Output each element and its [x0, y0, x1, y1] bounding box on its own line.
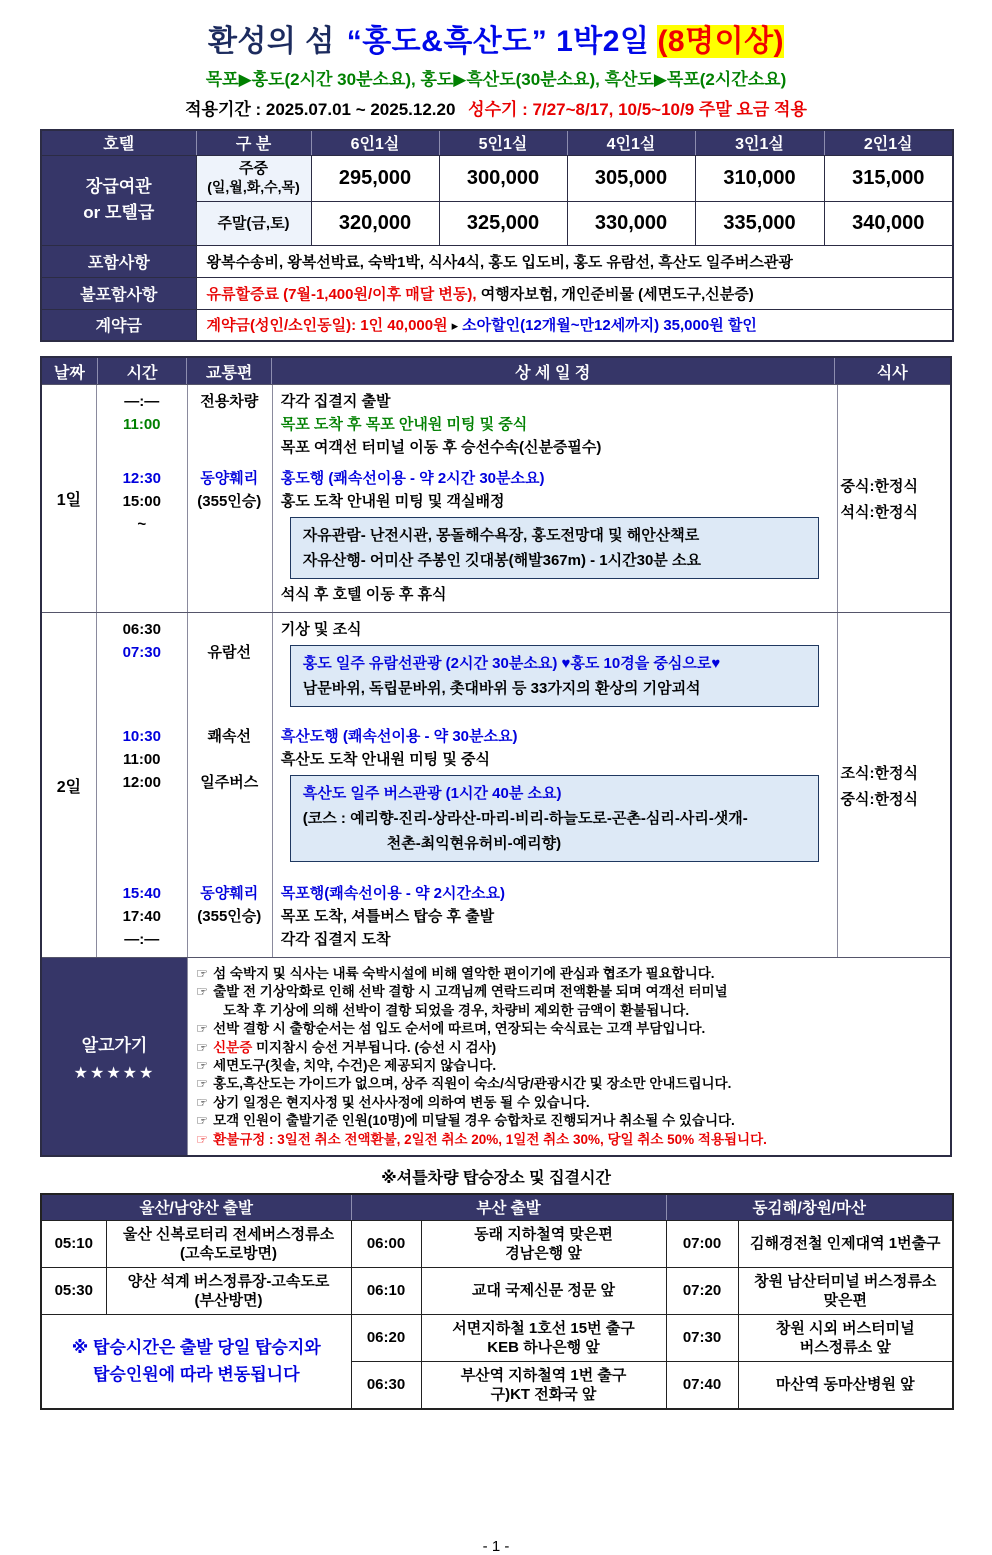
meal: 석식:한정식 [840, 504, 918, 521]
detail: 흑산도행 (쾌속선이용 - 약 30분소요) [280, 728, 518, 745]
excluded-label: 불포함사항 [41, 277, 196, 309]
price-cell: 305,000 [567, 155, 695, 201]
col-header-details: 상 세 일 정 [271, 358, 834, 384]
shuttle-table [40, 1193, 954, 1410]
time: 11:00 [122, 416, 161, 433]
boarding-time-note: ※ 탑승시간은 출발 당일 탑승지와 탑승인원에 따라 변동됩니다 [41, 1314, 351, 1409]
pointing-hand-icon: ☞ [196, 1021, 209, 1037]
transport: (355인승) [197, 908, 262, 925]
note-line: ☞ 홍도,흑산도는 가이드가 없으며, 상주 직원이 숙소/식당/관광시간 및 장소만 안내드립니다. [196, 1076, 732, 1092]
page-title [0, 16, 992, 60]
pickup-time: 06:00 [351, 1220, 421, 1267]
pickup-time: 07:20 [666, 1267, 738, 1314]
group-header-ulsan: 울산/남양산 출발 [41, 1194, 351, 1220]
page-number: - 1 - [482, 1537, 510, 1555]
price-cell: 315,000 [824, 155, 953, 201]
col-header-2pax: 2인1실 [824, 130, 953, 155]
hotel-grade-cell [41, 155, 196, 245]
pointing-hand-icon: ☞ [196, 1094, 209, 1110]
schedule-line [97, 583, 834, 606]
shuttle-section-title: ※셔틀차량 탑승장소 및 집결시간 [381, 1170, 611, 1188]
group-header-busan: 부산 출발 [351, 1194, 666, 1220]
detail: 석식 후 호텔 이동 후 휴식 [280, 586, 447, 603]
price-cell: 325,000 [439, 201, 567, 245]
pointing-hand-icon: ☞ [196, 966, 209, 981]
box-line: 자유산행- 어미산 주봉인 깃대봉(해발367m) - 1시간30분 소요 [302, 552, 701, 569]
notes-label: 알고가기 [81, 1035, 148, 1055]
pickup-time: 07:30 [666, 1314, 738, 1361]
deposit-text [196, 309, 953, 341]
note-line: ☞ 출발 전 기상악화로 인해 선박 결항 시 고객님께 연락드리며 전액환불 되며 여객선 터미널 [196, 984, 728, 1000]
transport: 동양훼리 [200, 885, 259, 902]
pickup-place: 마산역 동마산병원 앞 [738, 1361, 953, 1409]
title-prefix: 환성의 섬 [207, 25, 335, 58]
detail [272, 513, 834, 583]
detail [272, 771, 834, 866]
excluded-fuel-surcharge: 유류할증료 (7월-1,400원/이후 매달 변동), [206, 285, 477, 303]
divider [187, 613, 188, 957]
shuttle-header-row [41, 1194, 953, 1220]
hotel-grade-line1: 장급여관 [85, 177, 152, 196]
detail: 각각 집결지 출발 [280, 393, 391, 410]
divider [837, 385, 838, 612]
divider [187, 385, 188, 612]
schedule-line [97, 490, 834, 513]
price-cell: 295,000 [311, 155, 439, 201]
group-header-gimhae: 동김해/창원/마산 [666, 1194, 953, 1220]
note-line: ☞ 선박 결항 시 출항순서는 섬 입도 순서에 따르며, 연장되는 숙식료는 고객 부담입니다. [196, 1021, 706, 1037]
box-line: (코스 : 예리향-진리-상라산-마리-비리-하늘도로-곤촌-심리-사리-샛개- [302, 810, 748, 827]
weekday-label-cell [196, 155, 311, 201]
meal: 조식:한정식 [840, 764, 918, 782]
pointing-hand-icon: ☞ [196, 1076, 209, 1092]
time: 12:00 [122, 774, 161, 791]
shuttle-row [41, 1267, 953, 1314]
pointing-hand-icon: ☞ [196, 1131, 209, 1147]
included-text: 왕복수송비, 왕복선박료, 숙박1박, 식사4식, 홍도 입도비, 홍도 유람선, 흑산도 일주버스관광 [196, 245, 953, 277]
excluded-row [41, 277, 953, 309]
schedule-line [97, 413, 834, 436]
itinerary-table [40, 356, 952, 1157]
schedule-line [97, 771, 834, 866]
time: 11:00 [122, 751, 161, 768]
detail [272, 641, 834, 711]
free-tour-box [290, 517, 820, 579]
col-header-hotel: 호텔 [41, 130, 196, 155]
detail: 홍도 도착 안내원 미팅 및 객실배정 [280, 493, 505, 510]
note-line-refund-policy: ☞ 환불규정 : 3일전 취소 전액환불, 2일전 취소 20%, 1일전 취소 30%, 당일 취소 50% 적용됩니다. [196, 1131, 767, 1147]
price-table [40, 129, 954, 342]
col-header-meals: 식사 [834, 358, 950, 384]
time: 15:40 [122, 885, 161, 902]
shuttle-row [41, 1220, 953, 1267]
notes-label-cell [42, 958, 187, 1155]
col-header-transport: 교통편 [186, 358, 271, 384]
schedule-line [97, 513, 834, 583]
weekend-label-cell: 주말(금,토) [196, 201, 311, 245]
box-line: 남문바위, 독립문바위, 촛대바위 등 33가지의 환상의 기암괴석 [302, 680, 701, 697]
meal: 중식:한정식 [840, 790, 918, 808]
included-label: 포함사항 [41, 245, 196, 277]
schedule-line [97, 390, 834, 413]
detail: 홍도행 (쾌속선이용 - 약 2시간 30분소요) [280, 470, 545, 487]
detail: 목포행(쾌속선이용 - 약 2시간소요) [280, 885, 505, 902]
detail: 기상 및 조식 [280, 621, 362, 638]
deposit-amount: 계약금(성인/소인동일): 1인 40,000원 [206, 317, 448, 335]
transport: (355인승) [197, 493, 262, 510]
time: 10:30 [122, 728, 161, 745]
pickup-place: 교대 국제신문 정문 앞 [421, 1267, 666, 1314]
box-line: 흑산도 일주 버스관광 (1시간 40분 소요) [302, 785, 562, 802]
transport: 쾌속선 [207, 728, 251, 745]
schedule-line [97, 748, 834, 771]
day2-date: 2일 [42, 613, 97, 957]
day2-schedule [97, 613, 834, 957]
peak-season: 성수기 : 7/27~8/17, 10/5~10/9 주말 요금 적용 [468, 100, 807, 119]
pickup-place: 부산역 지하철역 1번 출구 구)KT 전화국 앞 [421, 1361, 666, 1409]
schedule-line [97, 905, 834, 928]
day1-meals [833, 385, 950, 612]
pickup-place: 김해경전철 인제대역 1번출구 [738, 1220, 953, 1267]
box-line: 자유관람- 난전시관, 몽돌해수욕장, 홍도전망대 및 해안산책로 [302, 527, 700, 544]
apply-period: 적용기간 : 2025.07.01 ~ 2025.12.20 [185, 100, 456, 119]
col-header-5pax: 5인1실 [439, 130, 567, 155]
time: 15:00 [122, 493, 161, 510]
weekday-days: (일,월,화,수,목) [207, 179, 300, 195]
day1-schedule [97, 385, 834, 612]
detail: 목포 여객선 터미널 이동 후 승선수속(신분증필수) [280, 439, 602, 456]
time: 06:30 [122, 621, 161, 638]
hotel-grade-line2: or 모텔급 [83, 203, 155, 222]
schedule-line [97, 618, 834, 641]
col-header-date: 날짜 [53, 364, 85, 382]
pointing-hand-icon: ☞ [196, 1058, 209, 1074]
deposit-row [41, 309, 953, 341]
detail: 각각 집결지 도착 [280, 931, 391, 948]
schedule-line [97, 467, 834, 490]
weekday-label: 주중 [239, 160, 268, 177]
included-row [41, 245, 953, 277]
price-cell: 330,000 [567, 201, 695, 245]
weekday-price-row [41, 155, 953, 201]
time: 17:40 [122, 908, 161, 925]
note-line: ☞ 세면도구(칫솔, 치약, 수건)은 제공되지 않습니다. [196, 1058, 497, 1074]
day1-date: 1일 [42, 385, 97, 612]
child-discount: 소아할인(12개월~만12세까지) 35,000원 할인 [462, 317, 757, 335]
pointing-hand-icon: ☞ [196, 984, 209, 1000]
note-line: ☞ 섬 숙박지 및 식사는 내륙 숙박시설에 비해 열악한 편이기에 관심과 협조가 필요합니다. [196, 966, 715, 981]
divider [272, 385, 273, 612]
pointing-hand-icon: ☞ [196, 1113, 209, 1129]
title-badge: (8명이상) [657, 25, 785, 58]
title-main: “홍도&흑산도” 1박2일 [346, 25, 650, 58]
box-line: 홍도 일주 유람선관광 (2시간 30분소요) ♥홍도 10경을 중심으로♥ [302, 655, 721, 672]
time: ~ [137, 516, 147, 533]
pickup-time: 06:10 [351, 1267, 421, 1314]
divider [837, 613, 838, 957]
pickup-time: 06:30 [351, 1361, 421, 1409]
price-cell: 310,000 [695, 155, 824, 201]
detail: 목포 도착 후 목포 안내원 미팅 및 중식 [280, 416, 528, 433]
excluded-text [196, 277, 953, 309]
pickup-place: 창원 남산터미널 버스정류소 맞은편 [738, 1267, 953, 1314]
note-line: 도착 후 기상에 의해 선박이 결항 되었을 경우, 차량비 제외한 금액이 환불됩니다. [223, 1002, 690, 1018]
pickup-time: 07:40 [666, 1361, 738, 1409]
col-header-4pax: 4인1실 [567, 130, 695, 155]
notes-list [187, 958, 950, 1155]
pickup-time: 05:10 [41, 1220, 106, 1267]
detail: 목포 도착, 셔틀버스 탑승 후 출발 [280, 908, 495, 925]
excluded-rest: 여행자보험, 개인준비물 (세면도구,신분증) [476, 285, 754, 303]
itinerary-day2-row [42, 612, 950, 957]
price-cell: 335,000 [695, 201, 824, 245]
route-summary: 목포▶홍도(2시간 30분소요), 홍도▶흑산도(30분소요), 흑산도▶목포(2시간소요) [205, 70, 787, 89]
deposit-label: 계약금 [41, 309, 196, 341]
schedule-line [97, 725, 834, 748]
time: —:— [124, 393, 160, 410]
transport: 전용차량 [200, 393, 259, 410]
five-stars-icon: ★★★★★ [73, 1064, 156, 1082]
schedule-line [97, 436, 834, 459]
pickup-time: 07:00 [666, 1220, 738, 1267]
col-header-time: 시간 [97, 358, 187, 384]
bus-tour-box [290, 775, 820, 862]
pickup-place: 울산 신복로터리 전세버스정류소 (고속도로방면) [106, 1220, 351, 1267]
pickup-place: 창원 시외 버스터미널 버스정류소 앞 [738, 1314, 953, 1361]
note-line: ☞ 상기 일정은 현지사정 및 선사사정에 의하여 변동 될 수 있습니다. [196, 1094, 590, 1110]
detail: 흑산도 도착 안내원 미팅 및 중식 [280, 751, 490, 768]
note-line: ☞ 신분증 미지참시 승선 거부됩니다. (승선 시 검사) [196, 1039, 497, 1055]
itinerary-header [42, 358, 950, 384]
time: —:— [124, 931, 160, 948]
pickup-place: 동래 지하철역 맞은편 경남은행 앞 [421, 1220, 666, 1267]
pickup-place: 서면지하철 1호선 15번 출구 KEB 하나은행 앞 [421, 1314, 666, 1361]
period-line [0, 95, 992, 120]
schedule-line [97, 882, 834, 905]
schedule-line [97, 641, 834, 711]
transport: 일주버스 [200, 774, 259, 791]
box-line: 천촌-최익현유허비-예리향) [386, 835, 562, 852]
shuttle-row [41, 1314, 953, 1361]
schedule-line [97, 928, 834, 951]
itinerary-day1-row [42, 384, 950, 612]
price-table-header [41, 130, 953, 155]
price-cell: 340,000 [824, 201, 953, 245]
divider [272, 613, 273, 957]
triangle-bullet-icon: ▸ [451, 318, 459, 334]
time: 07:30 [122, 644, 161, 661]
pickup-place: 양산 석계 버스정류장-고속도로 (부산방면) [106, 1267, 351, 1314]
col-header-gubun: 구 분 [196, 130, 311, 155]
pickup-time: 06:20 [351, 1314, 421, 1361]
pointing-hand-icon: ☞ [196, 1039, 209, 1055]
meal: 중식:한정식 [840, 478, 918, 495]
transport: 유람선 [207, 644, 251, 661]
col-header-3pax: 3인1실 [695, 130, 824, 155]
notes-row [42, 957, 950, 1155]
price-cell: 300,000 [439, 155, 567, 201]
transport: 동양훼리 [200, 470, 259, 487]
cruise-tour-box [290, 645, 820, 707]
price-cell: 320,000 [311, 201, 439, 245]
time: 12:30 [122, 470, 161, 487]
day2-meals [833, 613, 950, 957]
note-line: ☞ 모객 인원이 출발기준 인원(10명)에 미달될 경우 승합차로 진행되거나 취소될 수 있습니다. [196, 1113, 735, 1129]
col-header-6pax: 6인1실 [311, 130, 439, 155]
pickup-time: 05:30 [41, 1267, 106, 1314]
